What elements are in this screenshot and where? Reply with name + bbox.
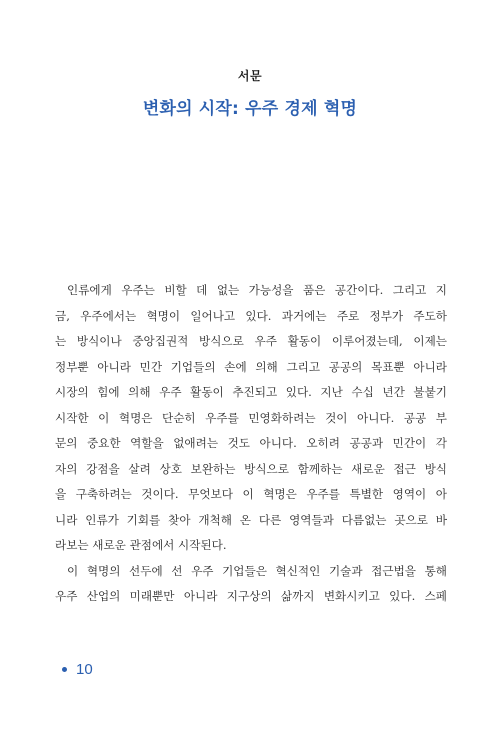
body-line: 라보는 새로운 관점에서 시작된다.: [55, 538, 227, 552]
page-footer: [62, 662, 93, 677]
body-line: 인류에게 우주는 비할 데 없는 가능성을 품은 공간이다. 그리고 지: [67, 283, 447, 297]
body-line: 자의 강점을 살려 상호 보완하는 방식으로 함께하는 새로운 접근 방식: [55, 461, 447, 476]
bullet-dot-icon: [62, 667, 67, 672]
chapter-title: 변화의 시작: 우주 경제 혁명: [142, 99, 358, 119]
page-number: 10: [76, 661, 93, 678]
body-line: 는 방식이나 중앙집권적 방식으로 우주 활동이 이루어졌는데, 이제는: [55, 334, 447, 348]
body-line: 이 혁명의 선두에 선 우주 기업들은 혁신적인 기술과 접근법을 통해: [67, 563, 447, 578]
body-line: 시작한 이 혁명은 단순히 우주를 민영화하려는 것이 아니다. 공공 부: [55, 410, 447, 425]
body-line: 우주 산업의 미래뿐만 아니라 지구상의 삶까지 변화시키고 있다. 스페: [55, 589, 447, 603]
body-line: 정부뿐 아니라 민간 기업들의 손에 의해 그리고 공공의 목표뿐 아니라: [55, 359, 447, 374]
body-line: 시장의 힘에 의해 우주 활동이 추진되고 있다. 지난 수십 년간 불붙기: [55, 385, 447, 399]
section-label: 서문: [237, 69, 263, 83]
body-line: 을 구축하려는 것이다. 무엇보다 이 혁명은 우주를 특별한 영역이 아: [55, 487, 447, 501]
body-text: [55, 278, 447, 610]
body-line: 문의 중요한 역할을 없애려는 것도 아니다. 오히려 공공과 민간이 각: [55, 436, 447, 450]
body-line: 금, 우주에서는 혁명이 일어나고 있다. 과거에는 주로 정부가 주도하: [55, 308, 447, 323]
body-line: 니라 인류가 기회를 찾아 개척해 온 다른 영역들과 다름없는 곳으로 바: [55, 512, 447, 527]
